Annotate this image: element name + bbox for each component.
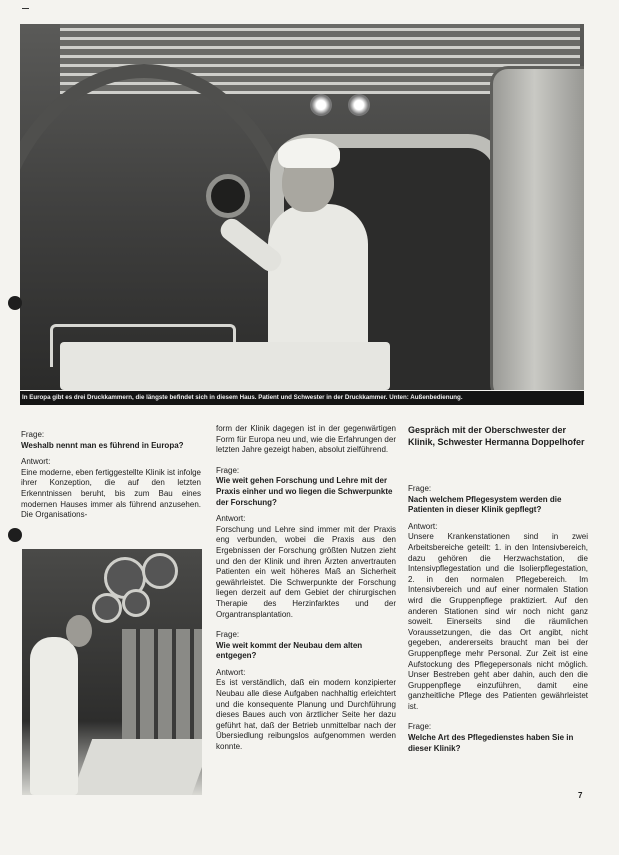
column-1 (21, 424, 201, 521)
answer-label: Antwort: (216, 514, 246, 524)
answer-text: form der Klinik dagegen ist in der gegenwärtigen Form für Europa neu und, wie die Erfahrungen der letzten Jahre gezeigt haben, absolut zielführend. (216, 424, 396, 455)
answer-text: Eine moderne, eben fertiggestellte Klinik ist infolge ihrer Konzeption, die auf den letzten Erkenntnissen beruht, bis zum Bau eines modernen Hauses immer als führend anzusehen. Die Organisations- (21, 467, 201, 520)
column-3 (408, 424, 588, 754)
question-text: Nach welchem Pflegesystem werden die Patienten in dieser Klinik gepflegt? (408, 494, 562, 515)
pressure-chamber-photo (20, 24, 584, 390)
question-label: Frage: (216, 630, 240, 640)
photo-caption: In Europa gibt es drei Druckkammern, die längste befindet sich in diesem Haus. Patient und Schwester in der Druckkammer. Unten: Außenbedienung. (20, 391, 584, 405)
operator-head (66, 615, 92, 647)
answer-label: Antwort: (216, 667, 246, 677)
ceiling-lamp (348, 94, 370, 116)
patient-bed (60, 342, 390, 390)
ceiling-lamp (310, 94, 332, 116)
answer-label: Antwort: (21, 457, 51, 467)
answer-text: Forschung und Lehre sind immer mit der Praxis eng verbunden, wobei die Praxis aus den Ergebnissen der Forschung größten Nutzen zieht und den der Klinik und ihren Ärzten anvertrauten Patienten ein weit höheres Maß an Sicherheit gewährleistet. Die Schwerpunkte der Forschung liegen derzeit auf dem Gebiet der chirurgischen Therapie des Herzinfarktes und der Organtransplantation. (216, 524, 396, 619)
question-text: Weshalb nennt man es führend in Europa? (21, 440, 184, 450)
question-label: Frage: (408, 484, 432, 493)
gauge (92, 593, 122, 623)
nurse-cap (278, 138, 340, 168)
interview-heading: Gespräch mit der Oberschwester der Klinik, Schwester Hermanna Doppelhofer (408, 425, 585, 447)
control-desk (72, 739, 202, 795)
question-label: Frage: (408, 722, 432, 732)
punch-hole (8, 296, 22, 310)
gauge (142, 553, 178, 589)
question-label: Frage: (216, 465, 240, 475)
gauge (122, 589, 150, 617)
answer-text: Unsere Krankenstationen sind in zwei Arbeitsbereiche geteilt: 1. in den Intensivbereich, dazu gehören die Herzwachstation, die Intensivpflegestation und die Isolierpflegestation, 2. in den normalen Pflegebereich. Im Intensivbereich und auf einer normalen Station wird die Gruppenpflege praktiziert. Auf den anderen Stationen sind wir noch nicht ganz soweit. Einerseits sind die räumlichen Voraussetzungen, die das Ort angibt, nicht gegeben, andererseits braucht man bei der Gruppenpflege mehr Personal. Zur Zeit ist eine Aufstockung des Pflegepersonals nicht möglich. Unser Bestreben geht aber dahin, auch den die Gruppenpflege einzuführen, damit eine ganzheitliche Pflege des Patienten gewährleistet ist. (408, 532, 588, 711)
question-text: Wie weit kommt der Neubau dem alten entgegen? (216, 640, 363, 661)
operator-figure (30, 637, 78, 795)
answer-text: Es ist verständlich, daß ein modern konzipierter Neubau alle diese Aufgaben nachhaltig erleichtert und die konsequente Planung und Durchführung dieses Baues auch von ärztlicher Seite her dazu geführt hat, daß der Betrieb unmittelbar nach der Übersiedlung reibungslos aufgenommen werden konnte. (216, 678, 396, 752)
page-number: 7 (578, 791, 583, 800)
question-label: Frage: (21, 430, 45, 439)
control-panel-photo (22, 549, 202, 795)
column-2 (216, 424, 396, 753)
porthole (206, 174, 250, 218)
question-text: Wie weit gehen Forschung und Lehre mit der Praxis einher und wo liegen die Schwerpunkte der Forschung? (216, 476, 393, 507)
question-text: Welche Art des Pflegedienstes haben Sie in dieser Klinik? (408, 733, 574, 753)
answer-label: Antwort: (408, 521, 438, 531)
chamber-door (490, 66, 584, 390)
punch-hole (8, 528, 22, 542)
crop-mark (22, 8, 29, 9)
